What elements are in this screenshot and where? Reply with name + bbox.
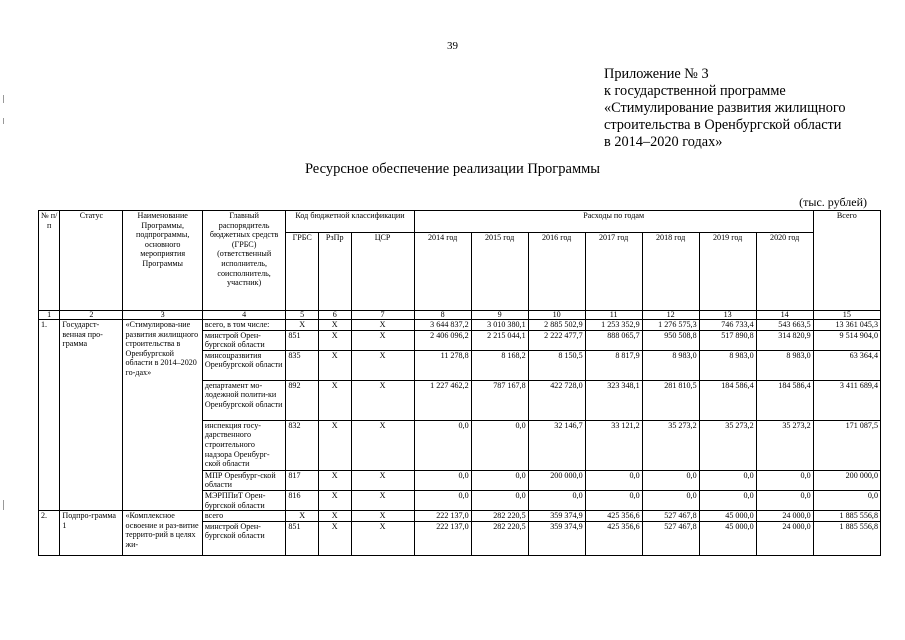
row-manager: МПР Оренбург-ской области bbox=[202, 470, 285, 490]
row-value: 35 273,2 bbox=[699, 420, 756, 470]
row-grbs: 832 bbox=[286, 420, 319, 470]
row-total: 200 000,0 bbox=[813, 470, 880, 490]
row-value: 0,0 bbox=[471, 490, 528, 510]
row-value: 222 137,0 bbox=[414, 521, 471, 555]
row-total: 1 885 556,8 bbox=[813, 511, 880, 522]
row-value: 2 406 096,2 bbox=[414, 330, 471, 350]
header-year: 2018 год bbox=[642, 233, 699, 311]
row-value: 8 983,0 bbox=[699, 350, 756, 380]
header-csr: ЦСР bbox=[351, 233, 414, 311]
row-value: 3 644 837,2 bbox=[414, 320, 471, 331]
row-value: 0,0 bbox=[528, 490, 585, 510]
appendix-line: Приложение № 3 bbox=[604, 66, 709, 82]
row-value: 3 010 380,1 bbox=[471, 320, 528, 331]
column-number: 15 bbox=[813, 311, 880, 320]
header-total: Всего bbox=[813, 211, 880, 311]
row-rzpr: Х bbox=[318, 350, 351, 380]
row-value: 425 356,6 bbox=[585, 511, 642, 522]
header-budget-code: Код бюджетной классификации bbox=[286, 211, 414, 233]
row-manager: всего bbox=[202, 511, 285, 522]
row-name: «Комплексное освоение и раз-витие террито-рий в целях жи- bbox=[123, 511, 202, 556]
row-manager: минстрой Орен-бургской области bbox=[202, 330, 285, 350]
row-csr: Х bbox=[351, 470, 414, 490]
row-value: 282 220,5 bbox=[471, 511, 528, 522]
row-value: 314 820,9 bbox=[756, 330, 813, 350]
column-number: 2 bbox=[60, 311, 123, 320]
row-value: 323 348,1 bbox=[585, 380, 642, 420]
row-value: 35 273,2 bbox=[756, 420, 813, 470]
row-total: 171 087,5 bbox=[813, 420, 880, 470]
row-rzpr: Х bbox=[318, 320, 351, 331]
row-value: 2 222 477,7 bbox=[528, 330, 585, 350]
header-year: 2014 год bbox=[414, 233, 471, 311]
row-grbs: Х bbox=[286, 320, 319, 331]
row-csr: Х bbox=[351, 320, 414, 331]
row-manager: минстрой Орен-бургской области bbox=[202, 521, 285, 555]
row-value: 35 273,2 bbox=[642, 420, 699, 470]
row-grbs: 835 bbox=[286, 350, 319, 380]
row-value: 527 467,8 bbox=[642, 521, 699, 555]
row-value: 527 467,8 bbox=[642, 511, 699, 522]
row-value: 359 374,9 bbox=[528, 521, 585, 555]
header-status: Статус bbox=[60, 211, 123, 311]
column-number: 12 bbox=[642, 311, 699, 320]
row-csr: Х bbox=[351, 511, 414, 522]
row-csr: Х bbox=[351, 521, 414, 555]
margin-mark bbox=[3, 95, 4, 103]
column-number: 7 bbox=[351, 311, 414, 320]
appendix-line: «Стимулирование развития жилищного bbox=[604, 100, 846, 116]
row-total: 13 361 045,3 bbox=[813, 320, 880, 331]
row-value: 45 000,0 bbox=[699, 511, 756, 522]
header-year: 2017 год bbox=[585, 233, 642, 311]
row-value: 0,0 bbox=[585, 490, 642, 510]
row-value: 45 000,0 bbox=[699, 521, 756, 555]
column-number: 5 bbox=[286, 311, 319, 320]
row-value: 422 728,0 bbox=[528, 380, 585, 420]
row-value: 0,0 bbox=[699, 470, 756, 490]
row-value: 359 374,9 bbox=[528, 511, 585, 522]
page-number: 39 bbox=[447, 40, 458, 52]
header-manager: Главный распорядитель бюджетных средств (ГРБС) (ответственный исполнитель, соисполнитель, участник) bbox=[202, 211, 285, 311]
row-value: 1 253 352,9 bbox=[585, 320, 642, 331]
row-value: 8 983,0 bbox=[756, 350, 813, 380]
row-value: 0,0 bbox=[471, 470, 528, 490]
margin-mark bbox=[3, 500, 4, 510]
row-csr: Х bbox=[351, 490, 414, 510]
row-csr: Х bbox=[351, 380, 414, 420]
row-csr: Х bbox=[351, 420, 414, 470]
row-value: 1 276 575,3 bbox=[642, 320, 699, 331]
row-grbs: 816 bbox=[286, 490, 319, 510]
row-rzpr: Х bbox=[318, 470, 351, 490]
appendix-line: в 2014–2020 годах» bbox=[604, 134, 723, 150]
header-year: 2016 год bbox=[528, 233, 585, 311]
row-manager: всего, в том числе: bbox=[202, 320, 285, 331]
row-rzpr: Х bbox=[318, 420, 351, 470]
row-value: 787 167,8 bbox=[471, 380, 528, 420]
row-value: 8 983,0 bbox=[642, 350, 699, 380]
row-value: 0,0 bbox=[414, 470, 471, 490]
row-total: 9 514 904,0 bbox=[813, 330, 880, 350]
header-name: Наименование Программы, подпрограммы, основного мероприятия Программы bbox=[123, 211, 202, 311]
row-grbs: Х bbox=[286, 511, 319, 522]
margin-mark bbox=[3, 118, 4, 124]
row-rzpr: Х bbox=[318, 380, 351, 420]
row-value: 0,0 bbox=[414, 490, 471, 510]
row-rzpr: Х bbox=[318, 511, 351, 522]
row-value: 888 065,7 bbox=[585, 330, 642, 350]
row-num: 1. bbox=[39, 320, 60, 511]
row-value: 0,0 bbox=[642, 490, 699, 510]
row-total: 3 411 689,4 bbox=[813, 380, 880, 420]
row-grbs: 851 bbox=[286, 330, 319, 350]
row-csr: Х bbox=[351, 350, 414, 380]
row-grbs: 892 bbox=[286, 380, 319, 420]
row-status: Подпро-грамма 1 bbox=[60, 511, 123, 556]
row-value: 282 220,5 bbox=[471, 521, 528, 555]
row-value: 746 733,4 bbox=[699, 320, 756, 331]
header-year: 2020 год bbox=[756, 233, 813, 311]
row-value: 0,0 bbox=[414, 420, 471, 470]
row-value: 32 146,7 bbox=[528, 420, 585, 470]
row-total: 63 364,4 bbox=[813, 350, 880, 380]
column-number: 9 bbox=[471, 311, 528, 320]
row-grbs: 817 bbox=[286, 470, 319, 490]
row-value: 425 356,6 bbox=[585, 521, 642, 555]
row-value: 0,0 bbox=[642, 470, 699, 490]
header-rzpr: РзПр bbox=[318, 233, 351, 311]
row-value: 33 121,2 bbox=[585, 420, 642, 470]
row-manager: МЭРППиТ Орен-бургской области bbox=[202, 490, 285, 510]
row-manager: департамент мо-лодежной полити-ки Оренбургской области bbox=[202, 380, 285, 420]
appendix-line: строительства в Оренбургской области bbox=[604, 117, 842, 133]
appendix-line: к государственной программе bbox=[604, 83, 786, 99]
row-total: 1 885 556,8 bbox=[813, 521, 880, 555]
row-name: «Стимулирова-ние развития жилищного строительства в Оренбургской области в 2014–2020 го-дах» bbox=[123, 320, 202, 511]
row-value: 1 227 462,2 bbox=[414, 380, 471, 420]
row-value: 2 215 044,1 bbox=[471, 330, 528, 350]
row-value: 950 508,8 bbox=[642, 330, 699, 350]
column-number: 3 bbox=[123, 311, 202, 320]
row-manager: инспекция госу-дарственного строительного надзора Оренбург-ской области bbox=[202, 420, 285, 470]
row-value: 24 000,0 bbox=[756, 521, 813, 555]
column-number: 4 bbox=[202, 311, 285, 320]
appendix-header bbox=[604, 66, 846, 151]
row-value: 543 663,5 bbox=[756, 320, 813, 331]
resource-table bbox=[38, 210, 881, 556]
row-value: 0,0 bbox=[756, 470, 813, 490]
row-value: 8 168,2 bbox=[471, 350, 528, 380]
row-value: 24 000,0 bbox=[756, 511, 813, 522]
row-grbs: 851 bbox=[286, 521, 319, 555]
column-number: 10 bbox=[528, 311, 585, 320]
row-value: 184 586,4 bbox=[699, 380, 756, 420]
row-rzpr: Х bbox=[318, 521, 351, 555]
row-value: 8 817,9 bbox=[585, 350, 642, 380]
header-grbs: ГРБС bbox=[286, 233, 319, 311]
row-total: 0,0 bbox=[813, 490, 880, 510]
row-value: 281 810,5 bbox=[642, 380, 699, 420]
header-year: 2019 год bbox=[699, 233, 756, 311]
column-number: 13 bbox=[699, 311, 756, 320]
row-status: Государст-венная про-грамма bbox=[60, 320, 123, 511]
row-value: 0,0 bbox=[471, 420, 528, 470]
header-num: № п/п bbox=[39, 211, 60, 311]
row-value: 11 278,8 bbox=[414, 350, 471, 380]
row-value: 0,0 bbox=[756, 490, 813, 510]
row-csr: Х bbox=[351, 330, 414, 350]
row-value: 222 137,0 bbox=[414, 511, 471, 522]
row-value: 0,0 bbox=[585, 470, 642, 490]
row-manager: минсоцразвития Оренбургской области bbox=[202, 350, 285, 380]
row-value: 2 885 502,9 bbox=[528, 320, 585, 331]
column-number: 14 bbox=[756, 311, 813, 320]
row-rzpr: Х bbox=[318, 490, 351, 510]
row-rzpr: Х bbox=[318, 330, 351, 350]
units-label: (тыс. рублей) bbox=[799, 195, 867, 209]
header-expenses: Расходы по годам bbox=[414, 211, 813, 233]
table-row bbox=[39, 320, 881, 331]
column-number: 6 bbox=[318, 311, 351, 320]
column-number: 1 bbox=[39, 311, 60, 320]
row-value: 517 890,8 bbox=[699, 330, 756, 350]
column-number: 8 bbox=[414, 311, 471, 320]
row-value: 0,0 bbox=[699, 490, 756, 510]
row-num: 2. bbox=[39, 511, 60, 556]
header-year: 2015 год bbox=[471, 233, 528, 311]
row-value: 8 150,5 bbox=[528, 350, 585, 380]
table-row bbox=[39, 511, 881, 522]
column-number: 11 bbox=[585, 311, 642, 320]
row-value: 184 586,4 bbox=[756, 380, 813, 420]
row-value: 200 000,0 bbox=[528, 470, 585, 490]
document-title: Ресурсное обеспечение реализации Программы bbox=[304, 161, 601, 177]
